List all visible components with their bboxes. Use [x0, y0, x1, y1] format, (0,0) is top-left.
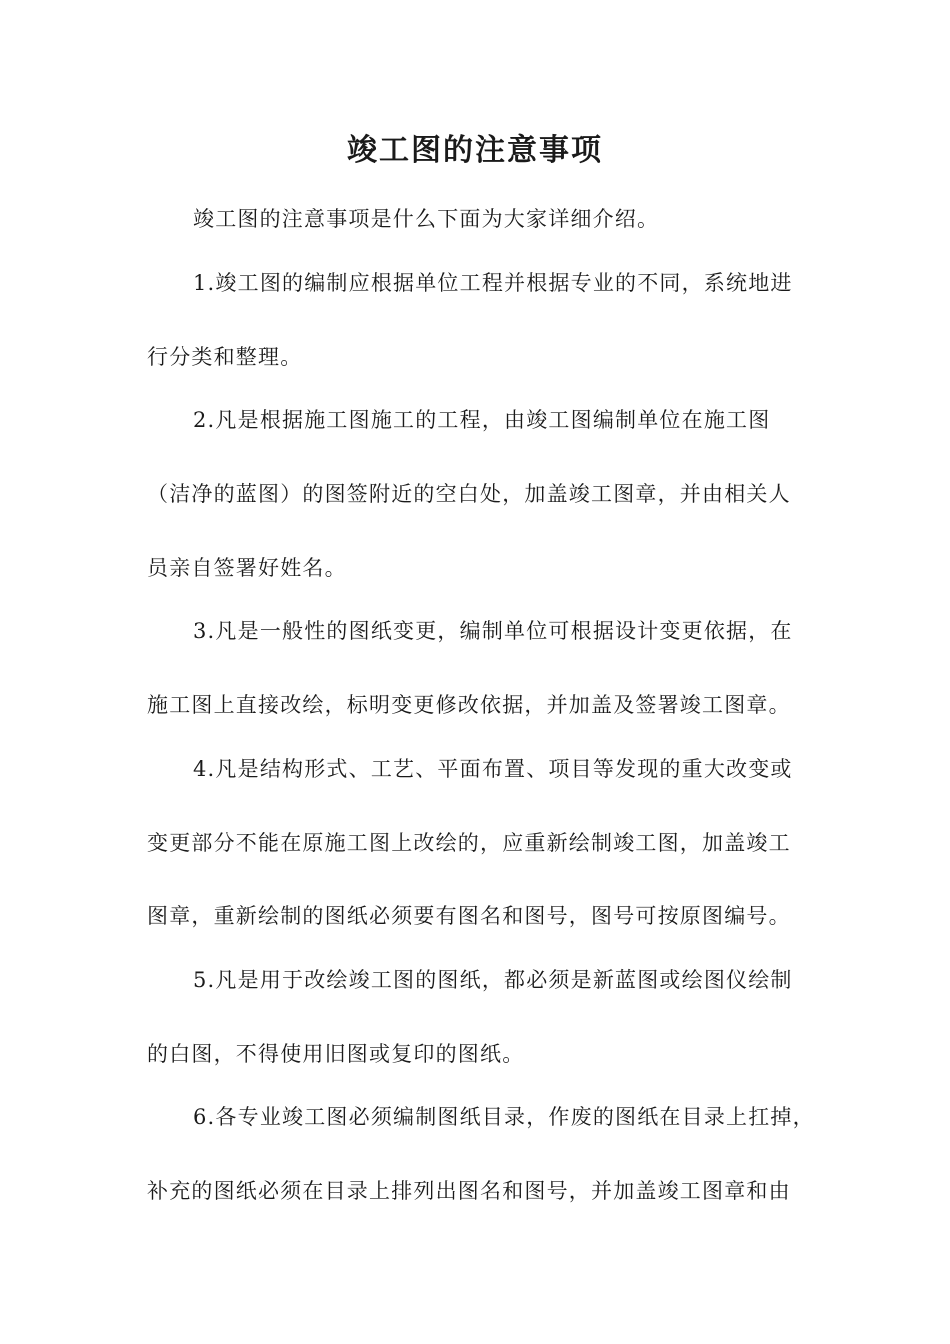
item-2-line-1: 2.凡是根据施工图施工的工程，由竣工图编制单位在施工图	[193, 408, 771, 432]
item-4-line-2: 变更部分不能在原施工图上改绘的，应重新绘制竣工图，加盖竣工	[147, 831, 791, 855]
item-6-line-1: 6.各专业竣工图必须编制图纸目录，作废的图纸在目录上扛掉，	[193, 1105, 815, 1129]
item-1-line-1: 1.竣工图的编制应根据单位工程并根据专业的不同，系统地进	[193, 271, 793, 295]
item-4-line-3: 图章，重新绘制的图纸必须要有图名和图号，图号可按原图编号。	[147, 904, 791, 928]
intro-line: 竣工图的注意事项是什么下面为大家详细介绍。	[193, 207, 660, 231]
item-2-line-3: 员亲自签署好姓名。	[147, 556, 347, 580]
item-1-line-2: 行分类和整理。	[147, 345, 303, 369]
item-4-line-1: 4.凡是结构形式、工艺、平面布置、项目等发现的重大改变或	[193, 757, 793, 781]
item-2-line-2: （洁净的蓝图）的图签附近的空白处，加盖竣工图章，并由相关人	[147, 482, 791, 506]
item-6-line-2: 补充的图纸必须在目录上排列出图名和图号，并加盖竣工图章和由	[147, 1179, 791, 1203]
item-3-line-2: 施工图上直接改绘，标明变更修改依据，并加盖及签署竣工图章。	[147, 693, 791, 717]
item-5-line-2: 的白图，不得使用旧图或复印的图纸。	[147, 1042, 525, 1066]
page-title: 竣工图的注意事项	[347, 133, 603, 168]
item-3-line-1: 3.凡是一般性的图纸变更，编制单位可根据设计变更依据，在	[193, 619, 793, 643]
item-5-line-1: 5.凡是用于改绘竣工图的图纸，都必须是新蓝图或绘图仪绘制	[193, 968, 793, 992]
